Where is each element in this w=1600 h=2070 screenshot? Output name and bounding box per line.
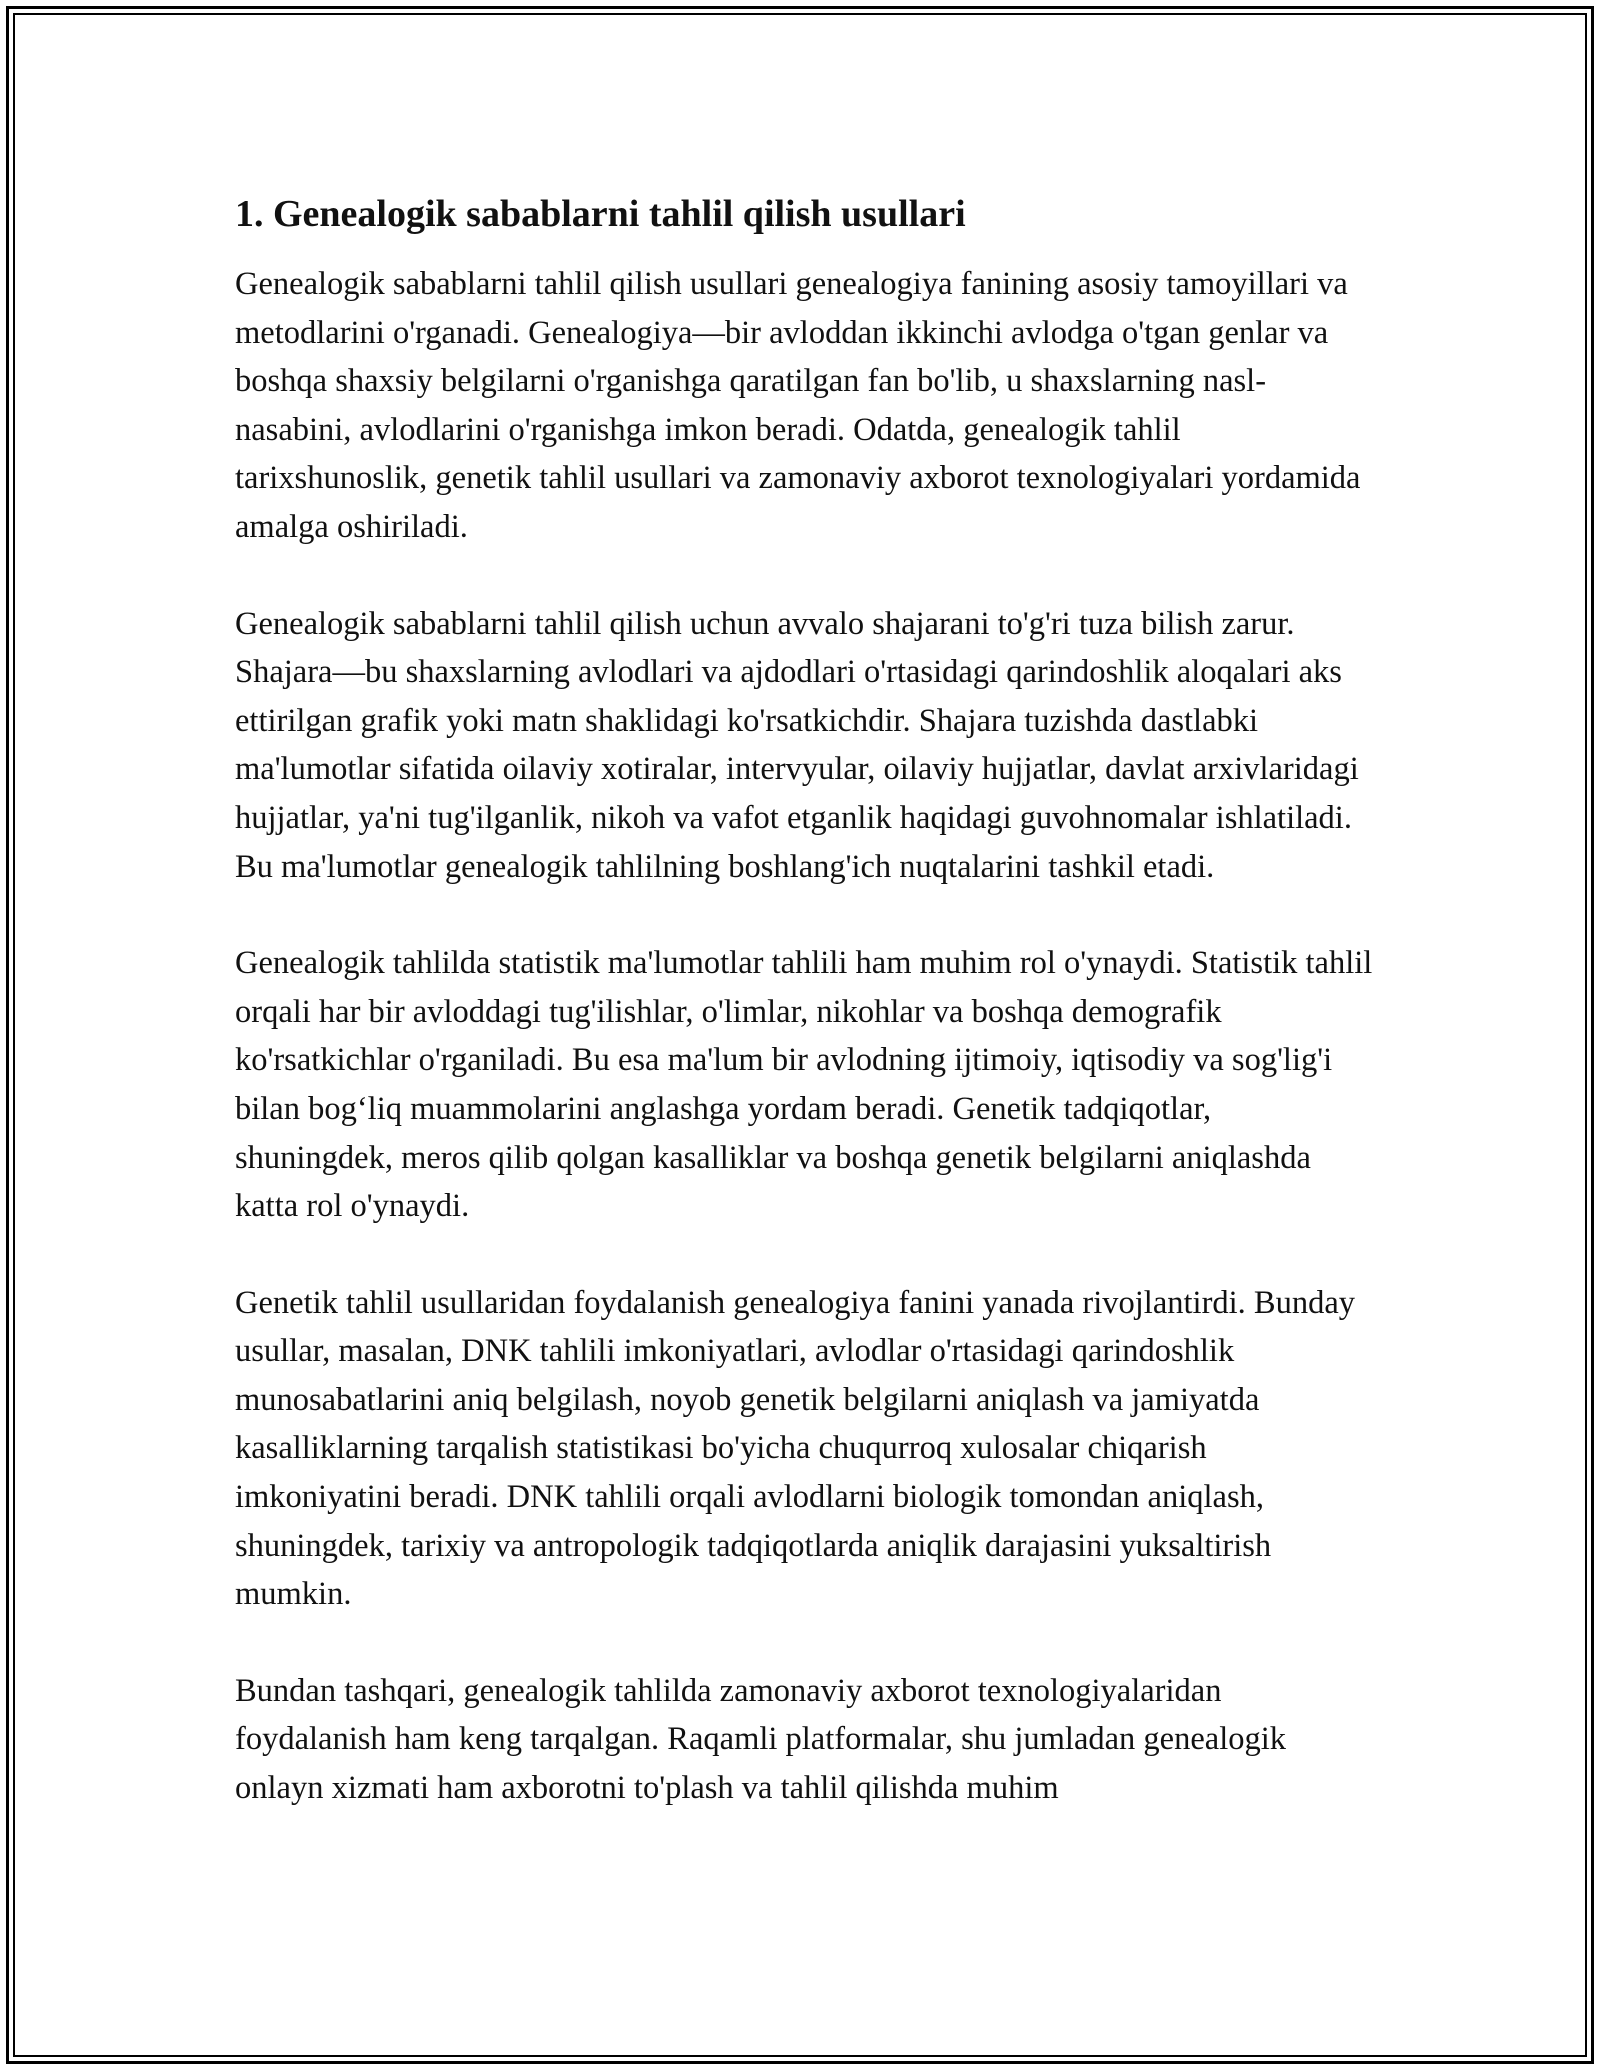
paragraph: Genealogik sabablarni tahlil qilish usullari genealogiya fanining asosiy tamoyillari va metodlarini o'rganadi. Genealogiya—bir avloddan ikkinchi avlodga o'tgan genlar va boshqa shaxsiy belgilarni o'rganishga qaratilgan fan bo'lib, u shaxslarning nasl-nasabini, avlodlarini o'rganishga imkon beradi. Odatda, genealogik tahlil tarixshunoslik, genetik tahlil usullari va zamonaviy axborot texnologiyalari yordamida amalga oshiriladi. — [235, 266, 1361, 545]
paragraph: Genealogik sabablarni tahlil qilish uchun avvalo shajarani to'g'ri tuza bilish zarur. Shajara—bu shaxslarning avlodlari va ajdodlari o'rtasidagi qarindoshlik aloqalari aks ettirilgan grafik yoki matn shaklidagi ko'rsatkichdir. Shajara tuzishda dastlabki ma'lumotlar sifatida oilaviy xotiralar, intervyular, oilaviy hujjatlar, davlat arxivlaridagi hujjatlar, ya'ni tug'ilganlik, nikoh va vafot etganlik haqidagi guvohnomalar ishlatiladi. Bu ma'lumotlar genealogik tahlilning boshlang'ich nuqtalarini tashkil etadi. — [235, 605, 1359, 885]
document-body — [235, 186, 1375, 1861]
paragraph: Genetik tahlil usullaridan foydalanish genealogiya fanini yanada rivojlantirdi. Bunday usullar, masalan, DNK tahlili imkoniyatlari, avlodlar o'rtasidagi qarindoshlik munosabatlarini aniq belgilash, noyob genetik belgilarni aniqlash va jamiyatda kasalliklarning tarqalish statistikasi bo'yicha chuqurroq xulosalar chiqarish imkoniyatini beradi. DNK tahlili orqali avlodlarni biologik tomondan aniqlash, shuningdek, tarixiy va antropologik tadqiqotlarda aniqlik darajasini yuksaltirish mumkin. — [235, 1284, 1356, 1613]
section-heading: 1. Genealogik sabablarni tahlil qilish usullari — [235, 193, 966, 235]
paragraph: Genealogik tahlilda statistik ma'lumotlar tahlili ham muhim rol o'ynaydi. Statistik tahlil orqali har bir avloddagi tug'ilishlar, o'limlar, nikohlar va boshqa demografik ko'rsatkichlar o'rganiladi. Bu esa ma'lum bir avlodning ijtimoiy, iqtisodiy va sog'lig'i bilan bog‘liq muammolarini anglashga yordam beradi. Genetik tadqiqotlar, shuningdek, meros qilib qolgan kasalliklar va boshqa genetik belgilarni aniqlashda katta rol o'ynaydi. — [235, 945, 1373, 1225]
paragraph: Bundan tashqari, genealogik tahlilda zamonaviy axborot texnologiyalaridan foydalanish ham keng tarqalgan. Raqamli platformalar, shu jumladan genealogik onlayn xizmati ham axborotni to'plash va tahlil qilishda muhim — [235, 1672, 1287, 1807]
